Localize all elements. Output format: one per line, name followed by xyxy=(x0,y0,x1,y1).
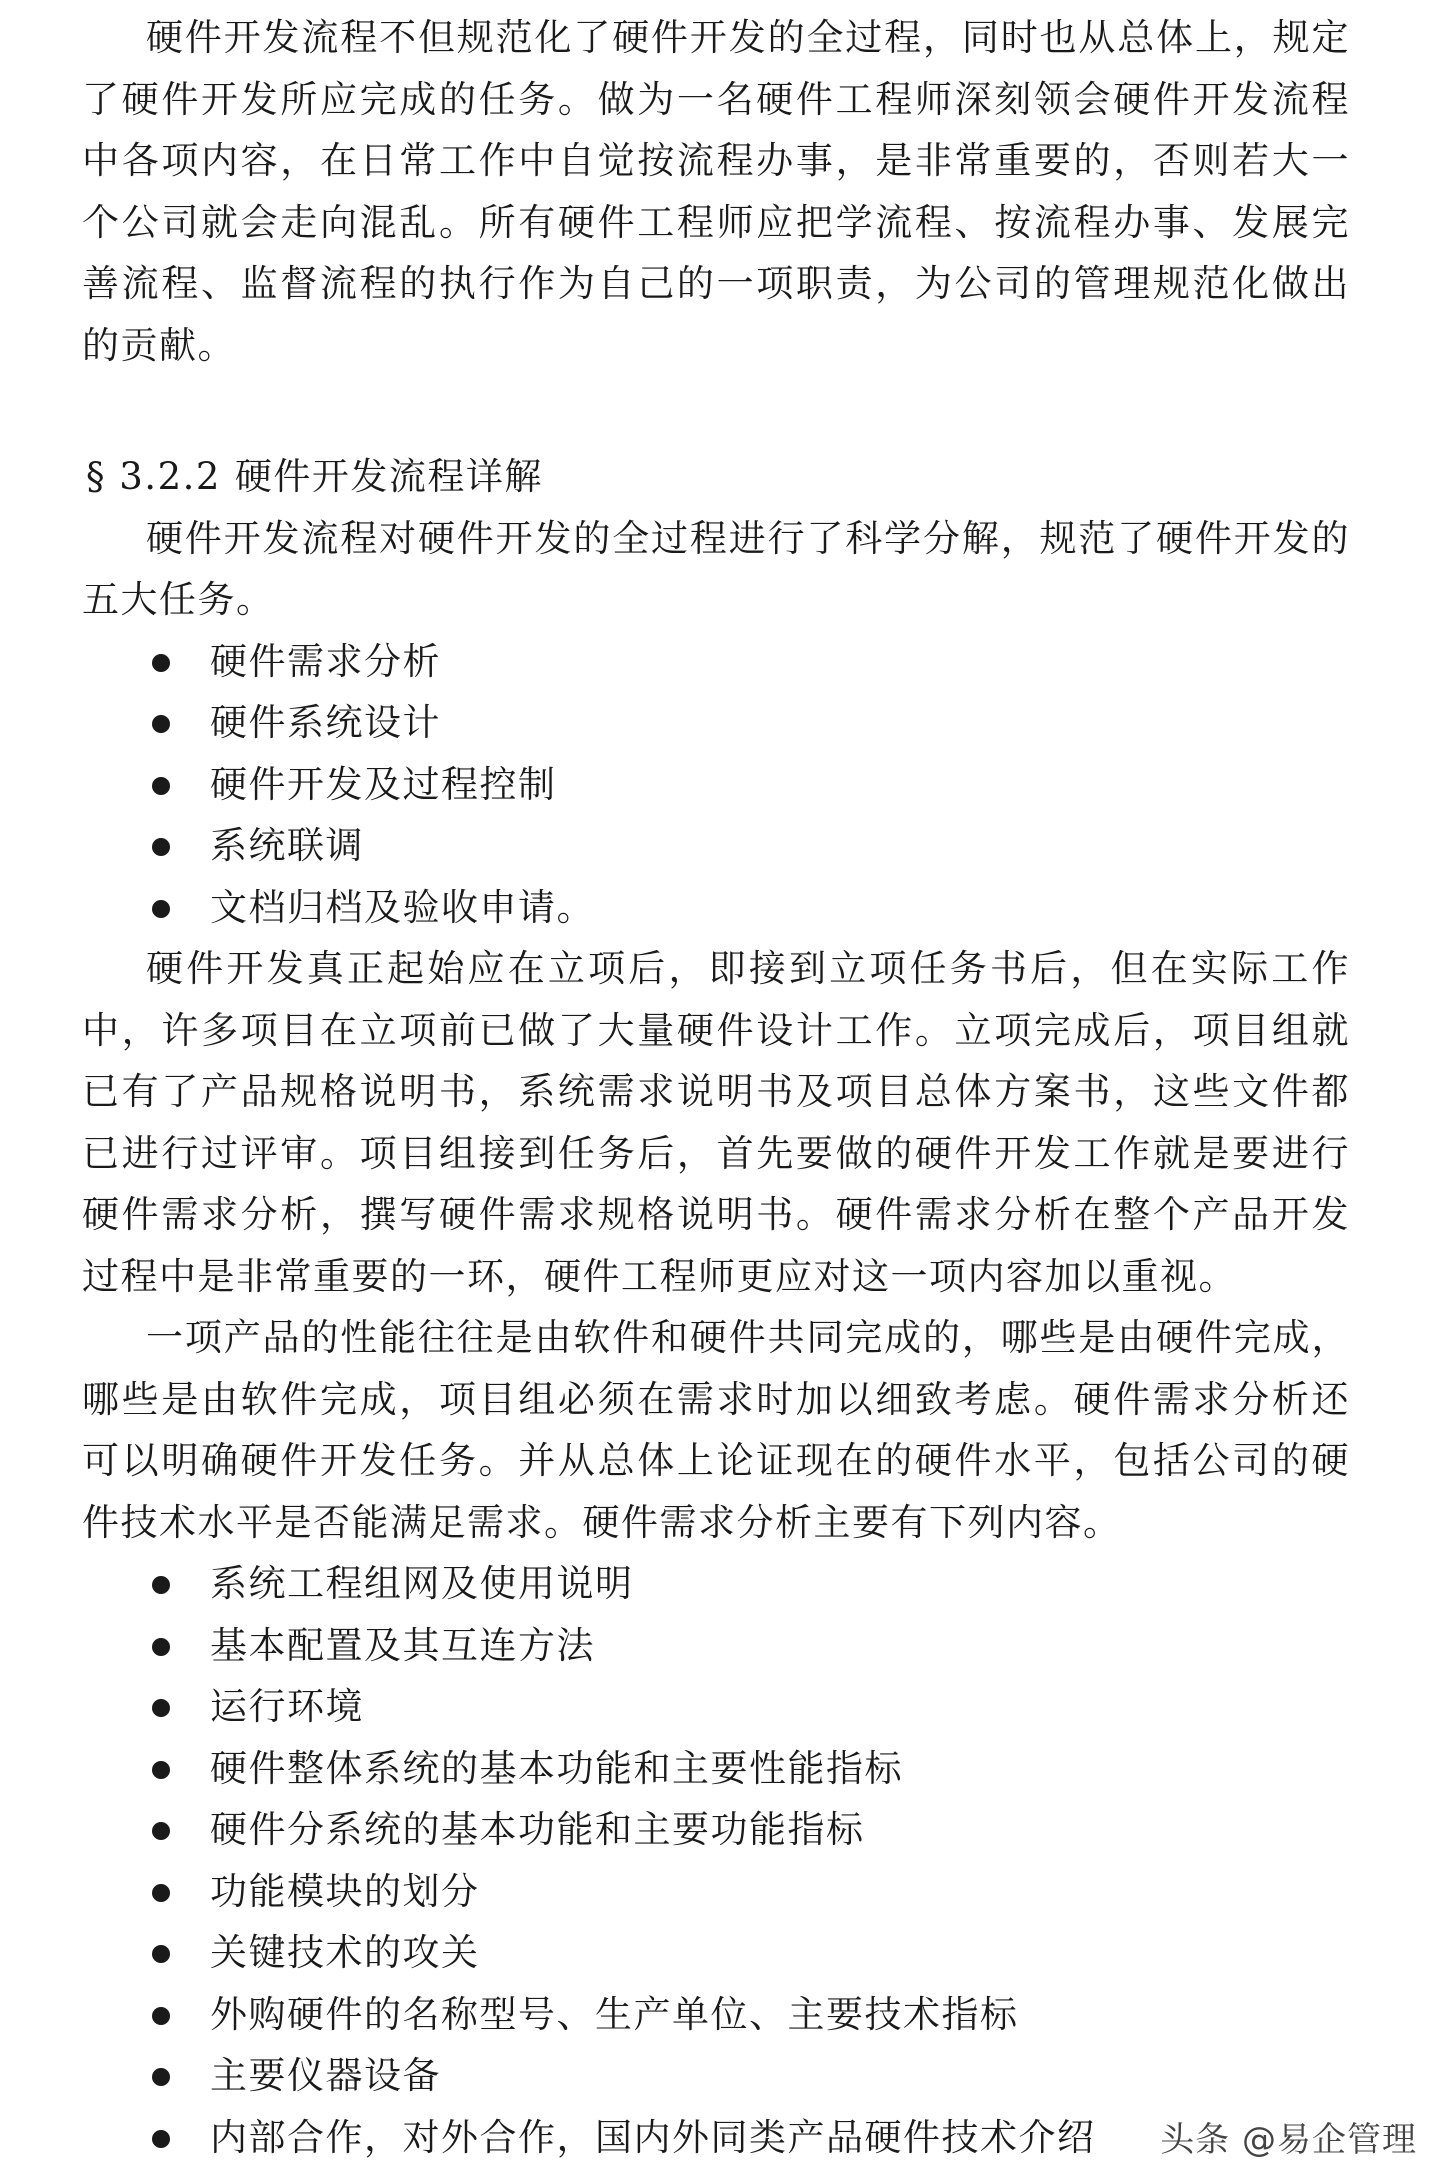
list-item: 系统联调 xyxy=(82,815,1350,877)
bullet-icon xyxy=(152,2068,170,2086)
list-item: 硬件开发及过程控制 xyxy=(82,754,1350,816)
list-item: 硬件系统设计 xyxy=(82,692,1350,754)
list-item: 硬件需求分析 xyxy=(82,631,1350,693)
document-page xyxy=(82,0,1350,2168)
list-item: 系统工程组网及使用说明 xyxy=(82,1553,1350,1615)
list-item: 内部合作，对外合作，国内外同类产品硬件技术介绍 xyxy=(82,2107,1350,2169)
list-item: 硬件整体系统的基本功能和主要性能指标 xyxy=(82,1738,1350,1800)
bullet-icon xyxy=(152,1576,170,1594)
list-item: 外购硬件的名称型号、生产单位、主要技术指标 xyxy=(82,1984,1350,2046)
start-paragraph: 硬件开发真正起始应在立项后，即接到立项任务书后，但在实际工作中，许多项目在立项前已做了大量硬件设计工作。立项完成后，项目组就已有了产品规格说明书，系统需求说明书及项目总体方案书，这些文件都已进行过评审。项目组接到任务后，首先要做的硬件开发工作就是要进行硬件需求分析，撰写硬件需求规格说明书。硬件需求分析在整个产品开发过程中是非常重要的一环，硬件工程师更应对这一项内容加以重视。 xyxy=(82,947,1350,1298)
list-item: 主要仪器设备 xyxy=(82,2045,1350,2107)
bullet-icon xyxy=(152,1699,170,1717)
section-number: § 3.2.2 xyxy=(86,455,221,498)
section-heading xyxy=(82,446,1350,508)
bullet-icon xyxy=(152,1638,170,1656)
bullet-icon xyxy=(152,1761,170,1779)
bullet-icon xyxy=(152,654,170,672)
list-item: 硬件分系统的基本功能和主要功能指标 xyxy=(82,1799,1350,1861)
section-title: 硬件开发流程详解 xyxy=(234,455,543,498)
task-list xyxy=(82,631,1350,939)
list-item: 功能模块的划分 xyxy=(82,1861,1350,1923)
list-item: 基本配置及其互连方法 xyxy=(82,1615,1350,1677)
bullet-icon xyxy=(152,838,170,856)
bullet-icon xyxy=(152,1884,170,1902)
tasks-paragraph: 硬件开发流程对硬件开发的全过程进行了科学分解，规范了硬件开发的五大任务。 xyxy=(82,516,1350,621)
bullet-icon xyxy=(152,1945,170,1963)
list-item: 文档归档及验收申请。 xyxy=(82,877,1350,939)
list-item: 关键技术的攻关 xyxy=(82,1922,1350,1984)
bullet-icon xyxy=(152,2007,170,2025)
bullet-icon xyxy=(152,2130,170,2148)
performance-paragraph: 一项产品的性能往往是由软件和硬件共同完成的，哪些是由硬件完成，哪些是由软件完成，项目组必须在需求时加以细致考虑。硬件需求分析还可以明确硬件开发任务。并从总体上论证现在的硬件水平，包括公司的硬件技术水平是否能满足需求。硬件需求分析主要有下列内容。 xyxy=(82,1316,1350,1544)
list-item: 运行环境 xyxy=(82,1676,1350,1738)
requirements-list xyxy=(82,1553,1350,2168)
bullet-icon xyxy=(152,715,170,733)
bullet-icon xyxy=(152,1822,170,1840)
bullet-icon xyxy=(152,900,170,918)
watermark: 头条 @易企管理 xyxy=(1160,2120,1417,2160)
intro-paragraph: 硬件开发流程不但规范化了硬件开发的全过程，同时也从总体上，规定了硬件开发所应完成的任务。做为一名硬件工程师深刻领会硬件开发流程中各项内容，在日常工作中自觉按流程办事，是非常重要的，否则若大一个公司就会走向混乱。所有硬件工程师应把学流程、按流程办事、发展完善流程、监督流程的执行作为自己的一项职责，为公司的管理规范化做出的贡献。 xyxy=(82,16,1350,367)
bullet-icon xyxy=(152,777,170,795)
